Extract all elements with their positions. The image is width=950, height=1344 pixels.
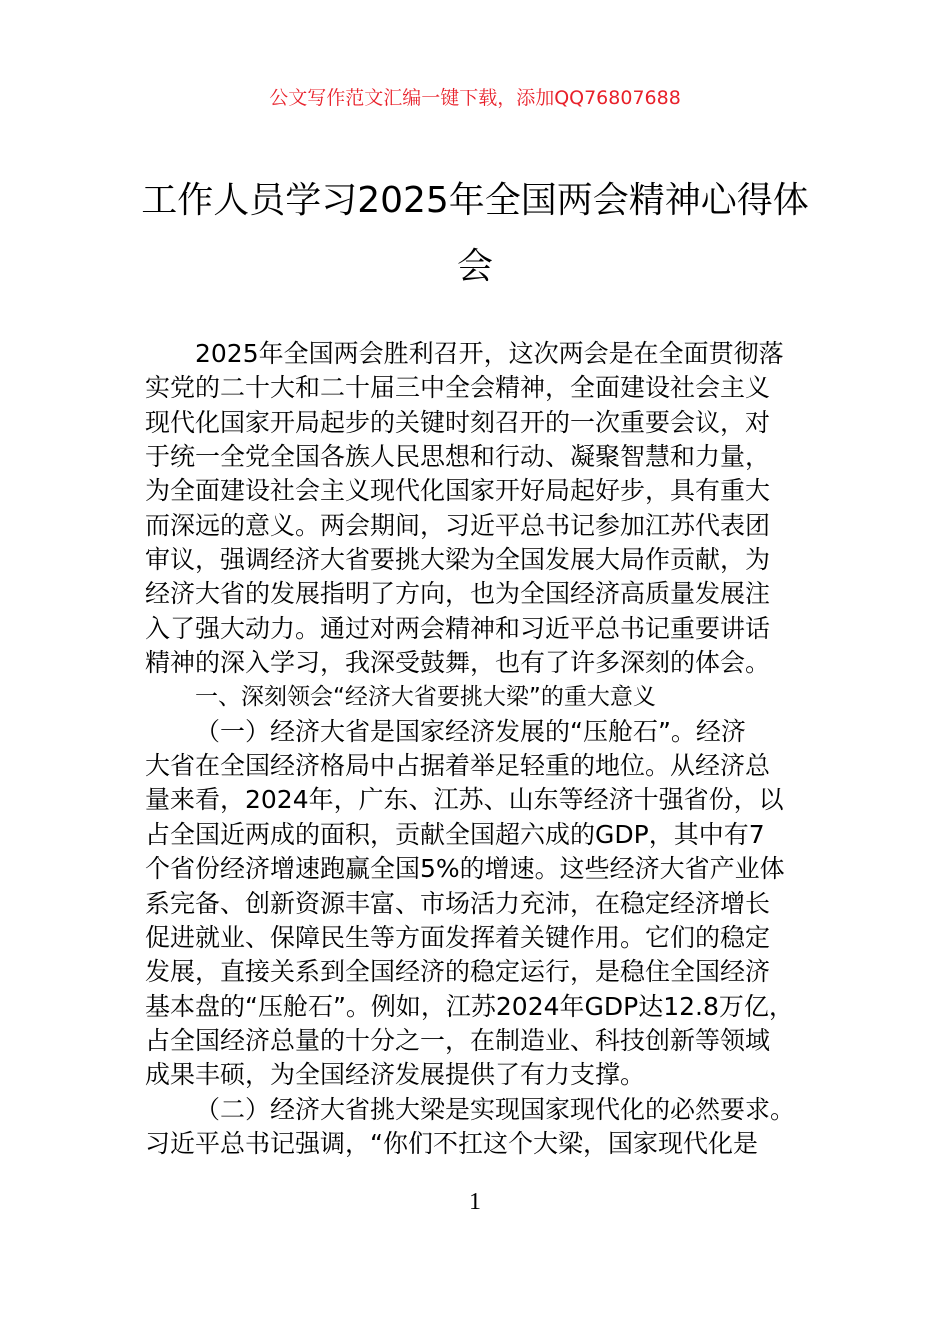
download-banner: 公文写作范文汇编一键下载，添加QQ76807688	[269, 87, 681, 109]
body-line: 占全国近两成的面积，贡献全国超六成的GDP，其中有7	[145, 819, 765, 849]
body-line: 占全国经济总量的十分之一，在制造业、科技创新等领域	[145, 1025, 771, 1055]
body-line: 现代化国家开局起步的关键时刻召开的一次重要会议，对	[145, 407, 771, 437]
document-body	[145, 337, 815, 1161]
body-line: 为全面建设社会主义现代化国家开好局起好步，具有重大	[145, 476, 771, 506]
body-line: 精神的深入学习，我深受鼓舞，也有了许多深刻的体会。	[145, 648, 771, 678]
body-line: 大省在全国经济格局中占据着举足轻重的地位。从经济总	[145, 751, 771, 781]
body-line: 入了强大动力。通过对两会精神和习近平总书记重要讲话	[145, 613, 771, 643]
document-title	[120, 168, 830, 300]
body-line: 成果丰硕，为全国经济发展提供了有力支撑。	[145, 1060, 646, 1090]
body-line: 系完备、创新资源丰富、市场活力充沛，在稳定经济增长	[145, 888, 771, 918]
body-line: 实党的二十大和二十届三中全会精神，全面建设社会主义	[145, 373, 771, 403]
body-line: 经济大省的发展指明了方向，也为全国经济高质量发展注	[145, 579, 771, 609]
body-line: 量来看，2024年，广东、江苏、山东等经济十强省份，以	[145, 785, 784, 815]
body-line: 审议，强调经济大省要挑大梁为全国发展大局作贡献，为	[145, 545, 771, 575]
page-number: 1	[469, 1189, 481, 1215]
body-line: 2025年全国两会胜利召开，这次两会是在全面贯彻落	[195, 339, 784, 368]
title-line-2: 会	[456, 246, 493, 287]
body-line: 基本盘的“压舱石”。例如，江苏2024年GDP达12.8万亿，	[145, 991, 794, 1021]
body-line: 个省份经济增速跑赢全国5%的增速。这些经济大省产业体	[145, 854, 785, 884]
body-line: 促进就业、保障民生等方面发挥着关键作用。它们的稳定	[145, 922, 771, 952]
body-line: （一）经济大省是国家经济发展的“压舱石”。经济	[195, 716, 746, 746]
title-line-1: 工作人员学习2025年全国两会精神心得体	[141, 180, 809, 221]
body-line: 发展，直接关系到全国经济的稳定运行，是稳住全国经济	[145, 957, 771, 987]
body-line: 于统一全党全国各族人民思想和行动、凝聚智慧和力量，	[145, 442, 771, 472]
section-heading: 一、深刻领会“经济大省要挑大梁”的重大意义	[195, 684, 656, 711]
body-line: 而深远的意义。两会期间，习近平总书记参加江苏代表团	[145, 510, 771, 540]
body-line: （二）经济大省挑大梁是实现国家现代化的必然要求。	[195, 1094, 796, 1124]
body-line: 习近平总书记强调，“你们不扛这个大梁，国家现代化是	[145, 1128, 758, 1158]
